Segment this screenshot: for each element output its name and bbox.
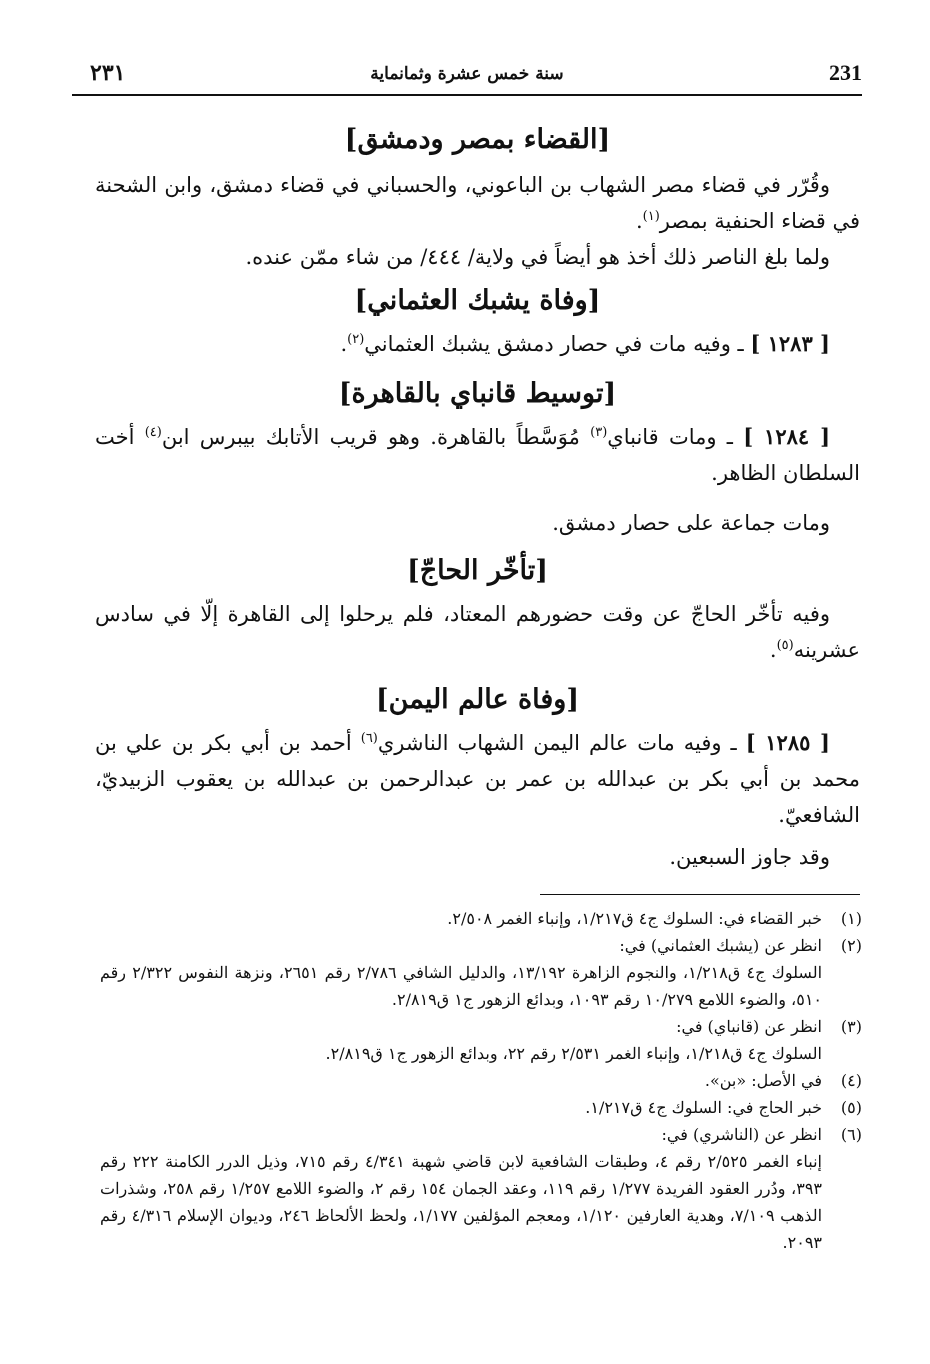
paragraph: وقد جاوز السبعين. bbox=[669, 845, 830, 869]
footnote-ref: (٣) bbox=[590, 425, 608, 440]
biography-entry: [ ١٢٨٥ ] ـ وفيه مات عالم اليمن الشهاب الناشري$^{(٦)}$ أحمد بن أبي بكر بن علي بن محمد بن أبي بكر بن عبدالله بن عمر بن عبدالرحمن بن عبدالله بن يعقوب الزبيديّ، الشافعيّ. bbox=[95, 730, 860, 827]
entry-number: [ ١٢٨٥ ] bbox=[745, 730, 830, 755]
biography-entry: [ ١٢٨٤ ] ـ ومات قانباي$^{(٣)}$ مُوَسَّطاً بالقاهرة. وهو قريب الأتابك بيبرس ابن$^{(٤)}$ أخت السلطان الظاهر. bbox=[95, 424, 860, 485]
footnote-number: (١) bbox=[840, 909, 862, 928]
paragraph: ومات جماعة على حصار دمشق. bbox=[552, 511, 830, 535]
footnote-number: (٢) bbox=[840, 936, 862, 955]
header-rule bbox=[72, 94, 862, 96]
running-title: سنة خمس عشرة وثمانماية bbox=[370, 64, 564, 84]
footnote-number: (٦) bbox=[840, 1125, 862, 1144]
footnote: (٥)خبر الحاج في: السلوك ج٤ ق١/٢١٧. bbox=[100, 1094, 862, 1121]
entry-number: [ ١٢٨٣ ] bbox=[750, 331, 830, 356]
footnote: (٢)انظر عن (يشبك العثماني) في: bbox=[100, 932, 862, 959]
section-heading: [القضاء بمصر ودمشق] bbox=[344, 124, 611, 155]
entry-number: [ ١٢٨٤ ] bbox=[743, 424, 830, 449]
footnote-separator bbox=[540, 894, 860, 895]
footnotes bbox=[100, 905, 862, 1256]
footnote-ref: (٤) bbox=[144, 425, 162, 440]
footnote-sources: إنباء الغمر ٢/٥٢٥ رقم ٤، وطبقات الشافعية لابن قاضي شهبة ٤/٣٤١ رقم ٧١٥، وذيل الدرر الكامنة ٢٢٢ رقم ٣٩٣، ودُرر العقود الفريدة ١/٢٧٧ رقم ١١٩، وعقد الجمان ١٥٤ رقم ٢، والضوء اللامع ١/٢٥٧ رقم ٢٥٨، وشذرات الذهب ٧/١٠٩، وهدية العارفين ١/١٢٠، ومعجم المؤلفين ١/١٧٧، ولحظ الألحاظ ٢٤٦، وديوان الإسلام ٤/٣١٦ رقم ٢٠٩٣. bbox=[100, 1152, 823, 1252]
page-header bbox=[72, 60, 862, 94]
footnote-number: (٤) bbox=[840, 1071, 862, 1090]
section-heading: [وفاة عالم اليمن] bbox=[375, 684, 580, 715]
section-heading: [تأخّر الحاجّ] bbox=[406, 555, 549, 586]
paragraph: ولما بلغ الناصر ذلك أخذ هو أيضاً في ولاية/ ٤٤٤/ من شاء ممّن عنده. bbox=[245, 245, 830, 269]
footnote: (٤)في الأصل: «بن». bbox=[100, 1067, 862, 1094]
footnote-sources: السلوك ج٤ ق١/٢١٨، والنجوم الزاهرة ١٣/١٩٢، والدليل الشافي ٢/٧٨٦ رقم ٢٦٥١، ونزهة النفوس ٢/٣٢٢ رقم ٥١٠، والضوء اللامع ١٠/٢٧٩ رقم ١٠٩٣، وبدائع الزهور ج١ ق٢/٨١٩. bbox=[100, 963, 823, 1009]
section-heading: [وفاة يشبك العثماني] bbox=[354, 285, 601, 316]
footnote-ref: (٦) bbox=[360, 731, 378, 746]
footnote-ref: (١) bbox=[642, 209, 660, 224]
paragraph: وقُرّر في قضاء مصر الشهاب بن الباعوني، والحسباني في قضاء دمشق، وابن الشحنة في قضاء الحنفية بمصر$^{(١)}$. bbox=[95, 173, 860, 233]
footnote-number: (٥) bbox=[840, 1098, 862, 1117]
main-text bbox=[95, 110, 860, 875]
footnote-sources: السلوك ج٤ ق١/٢١٨، وإنباء الغمر ٢/٥٣١ رقم ٢٢، وبدائع الزهور ج١ ق٢/٨١٩. bbox=[325, 1044, 822, 1063]
page-number-arabic: ٢٣١ bbox=[90, 60, 126, 86]
paragraph: وفيه تأخّر الحاجّ عن وقت حضورهم المعتاد، فلم يرحلوا إلى القاهرة إلّا في سادس عشرينه$^{(٥)}$. bbox=[95, 602, 860, 662]
footnote: (١)خبر القضاء في: السلوك ج٤ ق١/٢١٧، وإنباء الغمر ٢/٥٠٨. bbox=[100, 905, 862, 932]
footnote-ref: (٢) bbox=[347, 332, 365, 347]
footnote: (٦)انظر عن (الناشري) في: bbox=[100, 1121, 862, 1148]
page-number-latin: 231 bbox=[829, 60, 862, 85]
biography-entry: [ ١٢٨٣ ] ـ وفيه مات في حصار دمشق يشبك العثماني$^{(٢)}$. bbox=[340, 331, 830, 356]
section-heading: [توسيط قانباي بالقاهرة] bbox=[338, 378, 617, 409]
footnote-ref: (٥) bbox=[776, 638, 794, 653]
footnote-number: (٣) bbox=[840, 1017, 862, 1036]
footnote: (٣)انظر عن (قانباي) في: bbox=[100, 1013, 862, 1040]
